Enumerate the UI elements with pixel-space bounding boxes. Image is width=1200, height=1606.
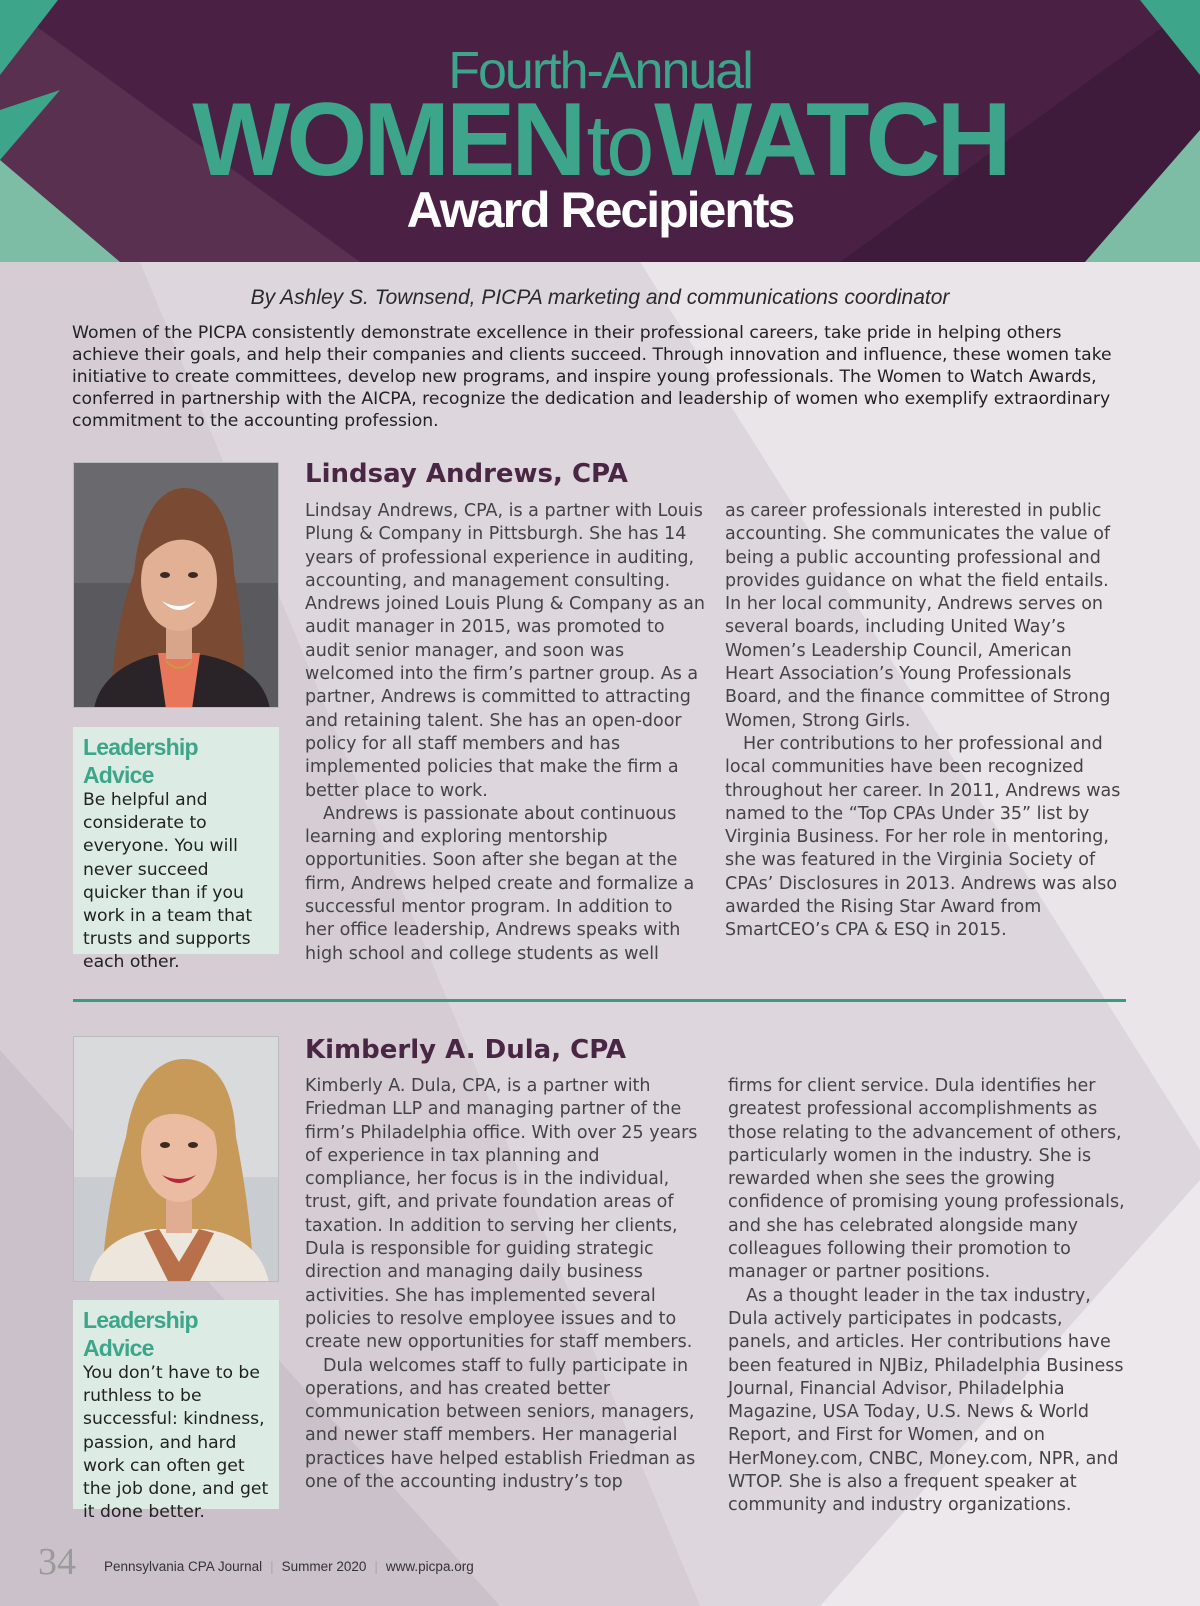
profile-photo-andrews xyxy=(73,462,279,708)
body-paragraph: Her contributions to her professional and local communities have been recognized throughout her career. In 2011, Andrews was named to the “Top CPAs Under 35” list by Virginia Business. For her role in mentoring, she was featured in the Virginia Society of CPAs’ Disclosures in 2013. Andrews was also awarded the Rising Star Award from SmartCEO’s CPA & ESQ in 2015. xyxy=(725,733,1121,941)
body-paragraph: Dula welcomes staff to fully participate in operations, and has created better communication between seniors, managers, and newer staff members. Her managerial practices have helped establish Friedman as one of the accounting industry’s top xyxy=(305,1355,696,1493)
profile-body-col2-andrews xyxy=(725,500,1125,943)
header-pre-title: Fourth-Annual xyxy=(448,42,752,100)
footer-separator: | xyxy=(270,1559,274,1574)
profile-body-col1-andrews xyxy=(305,500,705,966)
header-subtitle: Award Recipients xyxy=(406,182,794,238)
footer-website[interactable]: www.picpa.org xyxy=(385,1559,474,1574)
footer-issue: Summer 2020 xyxy=(281,1559,367,1574)
body-paragraph: Kimberly A. Dula, CPA, is a partner with Friedman LLP and managing partner of the firm’s Philadelphia office. With over 25 years of experience in tax planning and compliance, her focus is in the individual, trust, gift, and private foundation areas of taxation. In addition to serving her clients, Dula is responsible for guiding strategic direction and managing daily business activities. She has implemented several policies to resolve employee issues and to create new opportunities for staff members. xyxy=(305,1076,698,1353)
leadership-advice-box-andrews xyxy=(73,727,279,973)
leadership-advice-box-dula xyxy=(73,1300,279,1523)
footer-publication: Pennsylvania CPA Journal xyxy=(104,1559,263,1574)
body-paragraph: Lindsay Andrews, CPA, is a partner with Louis Plung & Company in Pittsburgh. She has 14 years of professional experience in auditing, accounting, and management consulting. Andrews joined Louis Plung & Company as an audit manager in 2015, was promoted to audit senior manager, and soon was welcomed into the firm’s partner group. As a partner, Andrews is committed to attracting and retaining talent. She has an open-door policy for all staff members and has implemented policies that make the firm a better place to work. xyxy=(305,501,705,801)
header-title-watch: WATCH xyxy=(654,82,1008,198)
advice-title: Leadership Advice xyxy=(83,1307,198,1361)
profile-photo-dula xyxy=(73,1036,279,1282)
body-paragraph: firms for client service. Dula identifies her greatest professional accomplishments as those relating to the advancement of others, particularly women in the industry. She is rewarded when she sees the growing confidence of promising young professionals, and she has celebrated alongside many colleagues following their promotion to manager or partner positions. xyxy=(728,1076,1125,1283)
profile-name-dula: Kimberly A. Dula, CPA xyxy=(305,1035,627,1065)
intro-paragraph: Women of the PICPA consistently demonstrate excellence in their professional careers, take pride in helping others achieve their goals, and help their companies and clients succeed. Through innovation and influence, these women take initiative to create committees, develop new programs, and inspire young professionals. The Women to Watch Awards, conferred in partnership with the AICPA, recognize the dedication and leadership of women who exemplify extraordinary commitment to the accounting profession. xyxy=(72,323,1112,431)
page-number: 34 xyxy=(38,1541,76,1583)
profile-body-col2-dula xyxy=(728,1075,1128,1518)
profile-name-andrews: Lindsay Andrews, CPA xyxy=(305,459,628,489)
header-title-women: WOMEN xyxy=(192,82,583,198)
byline: By Ashley S. Townsend, PICPA marketing and communications coordinator xyxy=(250,286,950,309)
profile-body-col1-dula xyxy=(305,1075,705,1494)
advice-text: You don’t have to be ruthless to be successful: kindness, passion, and hard work can often get the job done, and get it done better. xyxy=(83,1363,269,1523)
advice-title: Leadership Advice xyxy=(83,734,198,788)
advice-text: Be helpful and considerate to everyone. You will never succeed quicker than if you work in a team that trusts and supports each other. xyxy=(83,790,253,973)
body-paragraph: As a thought leader in the tax industry, Dula actively participates in podcasts, panels, and articles. Her contributions have been featured in NJBiz, Philadelphia Business Journal, Financial Advisor, Philadelphia Magazine, USA Today, U.S. News & World Report, and First for Women, and on HerMoney.com, CNBC, Money.com, NPR, and WTOP. She is also a frequent speaker at community and industry organizations. xyxy=(728,1285,1124,1516)
section-divider xyxy=(73,999,1126,1002)
header-title-to: to xyxy=(586,98,651,194)
footer-separator: | xyxy=(374,1559,378,1574)
body-paragraph: as career professionals interested in public accounting. She communicates the value of being a public accounting professional and provides guidance on what the field entails. In her local community, Andrews serves on several boards, including United Way’s Women’s Leadership Council, American Heart Association’s Young Professionals Board, and the finance committee of Strong Women, Strong Girls. xyxy=(725,501,1111,731)
body-paragraph: Andrews is passionate about continuous learning and exploring mentorship opportunities. Soon after she began at the firm, Andrews helped create and formalize a successful mentor program. In addition to her office leadership, Andrews speaks with high school and college students as well xyxy=(305,803,695,964)
footer-info xyxy=(104,1559,474,1574)
